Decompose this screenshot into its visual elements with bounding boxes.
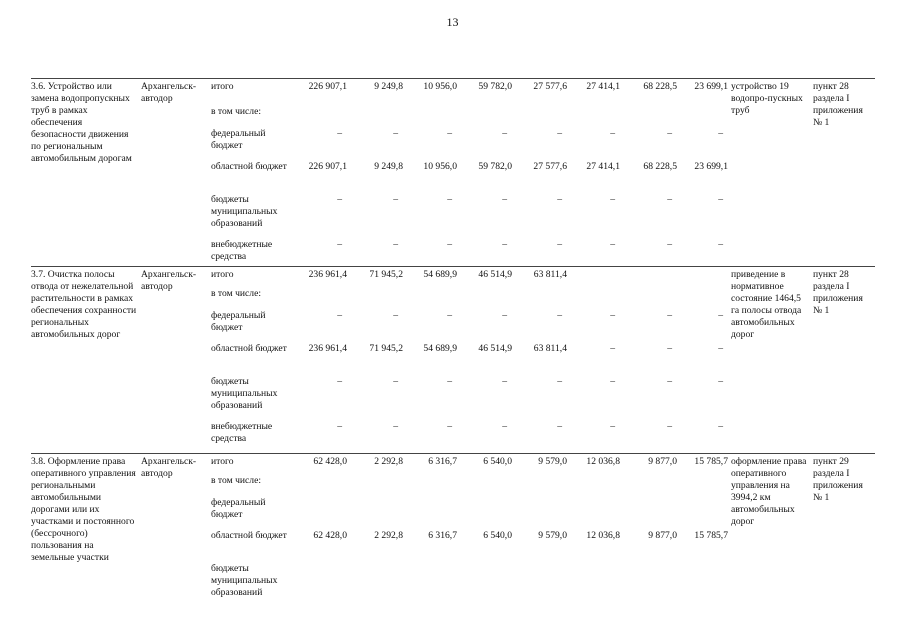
source-label: областной бюджет <box>211 529 287 541</box>
value-year: – <box>502 420 507 432</box>
value-year <box>680 267 731 288</box>
value-year: – <box>557 238 562 250</box>
source-label: федеральный бюджет <box>211 496 266 520</box>
value-year: 59 782,0 <box>478 160 512 172</box>
value-year <box>515 497 570 530</box>
value-year <box>515 288 570 310</box>
value-year: – <box>393 238 398 250</box>
value-year: – <box>393 127 398 139</box>
value-year: – <box>718 193 723 205</box>
source-label: федеральный бюджет <box>211 127 266 151</box>
value-year: – <box>718 127 723 139</box>
value-year: 9 579,0 <box>515 454 570 475</box>
value-year: – <box>610 309 615 321</box>
value-year: 6 316,7 <box>428 529 457 541</box>
value-year: 10 956,0 <box>406 79 460 106</box>
value-year <box>623 497 680 530</box>
value-year: – <box>502 375 507 387</box>
value-total: 226 907,1 <box>308 160 347 172</box>
value-year <box>460 497 515 530</box>
value-total <box>293 563 350 601</box>
expected-result: оформление права оперативного управления на 3994,2 км автомобильных дорог <box>731 454 813 601</box>
source-label: бюджеты муниципальных образований <box>211 375 278 411</box>
value-year: – <box>610 127 615 139</box>
value-year: 10 956,0 <box>423 160 457 172</box>
value-year: – <box>447 309 452 321</box>
value-year <box>350 106 406 128</box>
value-total <box>293 497 350 530</box>
source-label: внебюджетные средства <box>211 420 273 444</box>
value-year <box>350 497 406 530</box>
value-year: – <box>393 375 398 387</box>
value-year <box>406 563 460 601</box>
value-year: 12 036,8 <box>586 529 620 541</box>
value-total: – <box>337 238 342 250</box>
source-label: федеральный бюджет <box>211 309 266 333</box>
value-year: 27 414,1 <box>586 160 620 172</box>
value-total: – <box>337 420 342 432</box>
reference: пункт 28 раздела I приложения № 1 <box>813 267 875 454</box>
value-total: 236 961,4 <box>308 342 347 354</box>
table-row <box>31 79 875 106</box>
value-year: – <box>502 193 507 205</box>
value-year: 15 785,7 <box>694 529 728 541</box>
value-year: 9 579,0 <box>538 529 567 541</box>
value-year: 27 577,6 <box>533 160 567 172</box>
source-label: внебюджетные средства <box>211 238 273 262</box>
value-year: – <box>610 342 615 354</box>
value-year: – <box>667 238 672 250</box>
table-row <box>31 267 875 288</box>
value-year: 6 540,0 <box>483 529 512 541</box>
value-total: 236 961,4 <box>293 267 350 288</box>
source-label: в том числе: <box>211 474 262 486</box>
value-year: 71 945,2 <box>369 342 403 354</box>
value-year: 68 228,5 <box>623 79 680 106</box>
value-year: – <box>393 309 398 321</box>
value-total: 62 428,0 <box>313 529 347 541</box>
program-table <box>31 78 875 601</box>
reference: пункт 28 раздела I приложения № 1 <box>813 79 875 267</box>
value-year: – <box>718 420 723 432</box>
value-year: – <box>557 420 562 432</box>
value-year <box>406 288 460 310</box>
value-year: 9 877,0 <box>648 529 677 541</box>
value-year <box>460 288 515 310</box>
value-year: 27 577,6 <box>515 79 570 106</box>
source-label: итого <box>211 79 293 106</box>
value-year <box>680 497 731 530</box>
executor: Архангельск-автодор <box>141 267 211 454</box>
value-total: – <box>337 309 342 321</box>
value-total: – <box>337 375 342 387</box>
value-year: 2 292,8 <box>374 529 403 541</box>
value-year: 6 316,7 <box>406 454 460 475</box>
value-year: 71 945,2 <box>350 267 406 288</box>
value-year <box>680 475 731 497</box>
value-year <box>570 267 623 288</box>
value-total: 226 907,1 <box>293 79 350 106</box>
value-year <box>515 475 570 497</box>
value-year <box>406 106 460 128</box>
value-year <box>460 563 515 601</box>
expected-result: устройство 19 водопро-пускных труб <box>731 79 813 267</box>
source-label: итого <box>211 267 293 288</box>
value-year: – <box>667 127 672 139</box>
value-year <box>406 497 460 530</box>
value-year: – <box>447 375 452 387</box>
value-year: – <box>667 375 672 387</box>
source-label: итого <box>211 454 293 475</box>
value-year <box>623 563 680 601</box>
expected-result: приведение в нормативное состояние 1464,5 га полосы отвода автомобильных дорог <box>731 267 813 454</box>
value-year: – <box>447 127 452 139</box>
value-total: 62 428,0 <box>293 454 350 475</box>
source-label: бюджеты муниципальных образований <box>211 562 278 598</box>
value-year: – <box>610 375 615 387</box>
value-year <box>350 288 406 310</box>
value-year: – <box>667 193 672 205</box>
value-year <box>623 288 680 310</box>
value-year: – <box>557 309 562 321</box>
value-year: 9 249,8 <box>350 79 406 106</box>
executor: Архангельск-автодор <box>141 454 211 601</box>
value-year: 46 514,9 <box>460 267 515 288</box>
value-year: – <box>718 342 723 354</box>
value-year: 68 228,5 <box>643 160 677 172</box>
value-year: – <box>447 193 452 205</box>
value-year: 23 699,1 <box>694 160 728 172</box>
value-year <box>515 106 570 128</box>
value-year: – <box>718 375 723 387</box>
value-total <box>293 288 350 310</box>
value-year: 2 292,8 <box>350 454 406 475</box>
value-total: – <box>337 127 342 139</box>
source-label: областной бюджет <box>211 160 287 172</box>
value-year: – <box>610 420 615 432</box>
value-year <box>623 106 680 128</box>
value-year: 54 689,9 <box>423 342 457 354</box>
value-year: – <box>667 420 672 432</box>
value-year: 59 782,0 <box>460 79 515 106</box>
value-year: 46 514,9 <box>478 342 512 354</box>
table-row <box>31 454 875 475</box>
value-year: – <box>557 193 562 205</box>
measure-name: 3.6. Устройство или замена водопропускных труб в рамках обеспечения безопасности движения по региональным автомобильным дорогам <box>31 79 141 267</box>
value-year: 12 036,8 <box>570 454 623 475</box>
page-number: 13 <box>446 15 459 29</box>
value-year <box>570 475 623 497</box>
value-year <box>680 288 731 310</box>
value-year: – <box>610 238 615 250</box>
value-year <box>460 106 515 128</box>
measure-name: 3.8. Оформление права оперативного управления региональными автомобильными дорогами или их участками и постоянного (бессрочного) пользования на земельные участки <box>31 454 141 601</box>
value-year: 54 689,9 <box>406 267 460 288</box>
value-year <box>350 563 406 601</box>
value-total: – <box>337 193 342 205</box>
value-year <box>680 106 731 128</box>
value-year: 15 785,7 <box>680 454 731 475</box>
value-year <box>570 288 623 310</box>
value-year: 63 811,4 <box>515 267 570 288</box>
reference: пункт 29 раздела I приложения № 1 <box>813 454 875 601</box>
value-total <box>293 106 350 128</box>
value-year <box>515 563 570 601</box>
value-year: – <box>447 238 452 250</box>
value-year: – <box>557 127 562 139</box>
value-year: 63 811,4 <box>533 342 567 354</box>
value-year: – <box>667 309 672 321</box>
value-year <box>460 475 515 497</box>
value-year: – <box>502 127 507 139</box>
value-year <box>350 475 406 497</box>
value-year: – <box>502 238 507 250</box>
value-year: – <box>718 309 723 321</box>
value-year: 9 877,0 <box>623 454 680 475</box>
measure-name: 3.7. Очистка полосы отвода от нежелательной растительности в рамках обеспечения сохранности региональных автомобильных дорог <box>31 267 141 454</box>
value-total <box>293 475 350 497</box>
value-year <box>680 563 731 601</box>
source-label: областной бюджет <box>211 342 287 354</box>
value-year: – <box>393 193 398 205</box>
source-label: в том числе: <box>211 105 262 117</box>
executor: Архангельск-автодор <box>141 79 211 267</box>
value-year: 27 414,1 <box>570 79 623 106</box>
value-year: 6 540,0 <box>460 454 515 475</box>
value-year <box>623 475 680 497</box>
value-year: – <box>447 420 452 432</box>
value-year: – <box>502 309 507 321</box>
value-year: 9 249,8 <box>374 160 403 172</box>
value-year: – <box>557 375 562 387</box>
value-year <box>570 563 623 601</box>
value-year <box>406 475 460 497</box>
value-year: – <box>393 420 398 432</box>
value-year: – <box>667 342 672 354</box>
value-year: – <box>718 238 723 250</box>
value-year: 23 699,1 <box>680 79 731 106</box>
source-label: в том числе: <box>211 287 262 299</box>
value-year <box>570 497 623 530</box>
value-year <box>570 106 623 128</box>
value-year <box>623 267 680 288</box>
source-label: бюджеты муниципальных образований <box>211 193 278 229</box>
value-year: – <box>610 193 615 205</box>
